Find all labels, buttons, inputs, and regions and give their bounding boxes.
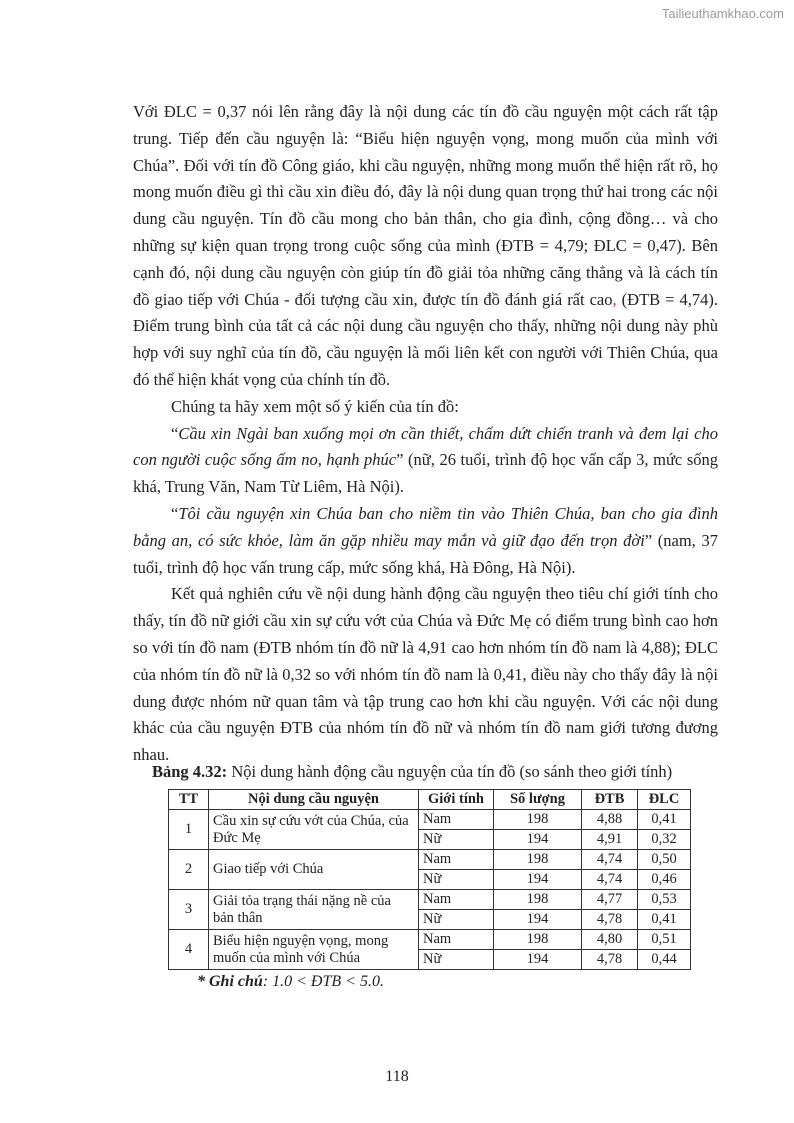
row-gender: Nam [419, 810, 494, 830]
row-dlc: 0,41 [638, 810, 691, 830]
header-content: Nội dung cầu nguyện [209, 790, 419, 810]
data-table [168, 789, 691, 970]
quote-2: “Tôi cầu nguyện xin Chúa ban cho niềm tin vào Thiên Chúa, ban cho gia đình bằng an, có sức khỏe, làm ăn gặp nhiều may mắn và giữ đạo đến trọn đời” (nam, 37 tuổi, trình độ học vấn trung cấp, mức sống khá, Hà Đông, Hà Nội). [133, 503, 718, 577]
row-gender: Nữ [419, 870, 494, 890]
table-row [169, 850, 691, 870]
row-count: 198 [494, 850, 582, 870]
row-dlc: 0,53 [638, 890, 691, 910]
row-content: Cầu xin sự cứu vớt của Chúa, của Đức Mẹ [209, 810, 419, 850]
row-gender: Nam [419, 850, 494, 870]
row-tt: 4 [169, 930, 209, 970]
row-dlc: 0,50 [638, 850, 691, 870]
row-dtb: 4,78 [582, 910, 638, 930]
row-count: 198 [494, 810, 582, 830]
row-dlc: 0,41 [638, 910, 691, 930]
row-dtb: 4,77 [582, 890, 638, 910]
watermark: Tailieuthamkhao.com [661, 6, 784, 21]
quote-1: “Cầu xin Ngài ban xuống mọi ơn cần thiết, chấm dứt chiến tranh và đem lại cho con người cuộc sống ấm no, hạnh phúc” (nữ, 26 tuổi, trình độ học vấn cấp 3, mức sống khá, Trung Văn, Nam Từ Liêm, Hà Nội). [133, 423, 718, 497]
table-note: * Ghi chú: 1.0 < ĐTB < 5.0. [197, 973, 384, 990]
page-number: 118 [385, 1068, 409, 1085]
row-content: Biểu hiện nguyện vọng, mong muốn của mình với Chúa [209, 930, 419, 970]
paragraph-2: Chúng ta hãy xem một số ý kiến của tín đồ: [171, 396, 459, 416]
row-count: 194 [494, 950, 582, 970]
table-caption: Bảng 4.32: Nội dung hành động cầu nguyện của tín đồ (so sánh theo giới tính) [152, 762, 673, 781]
row-dlc: 0,44 [638, 950, 691, 970]
row-tt: 1 [169, 810, 209, 850]
red-comma: , [612, 289, 617, 309]
table-header-row [169, 790, 691, 810]
table-row [169, 810, 691, 830]
header-tt: TT [169, 790, 209, 810]
row-dtb: 4,78 [582, 950, 638, 970]
row-count: 194 [494, 870, 582, 890]
row-gender: Nam [419, 930, 494, 950]
row-gender: Nữ [419, 910, 494, 930]
row-content: Giao tiếp với Chúa [209, 850, 419, 890]
row-tt: 2 [169, 850, 209, 890]
row-content: Giải tỏa trạng thái nặng nề của bản thân [209, 890, 419, 930]
row-dlc: 0,46 [638, 870, 691, 890]
row-dtb: 4,74 [582, 850, 638, 870]
row-dlc: 0,32 [638, 830, 691, 850]
header-gender: Giới tính [419, 790, 494, 810]
row-dtb: 4,91 [582, 830, 638, 850]
table-row [169, 930, 691, 950]
row-tt: 3 [169, 890, 209, 930]
row-gender: Nữ [419, 830, 494, 850]
row-dtb: 4,88 [582, 810, 638, 830]
row-dlc: 0,51 [638, 930, 691, 950]
header-dtb: ĐTB [582, 790, 638, 810]
header-count: Số lượng [494, 790, 582, 810]
row-gender: Nam [419, 890, 494, 910]
row-count: 194 [494, 830, 582, 850]
row-count: 198 [494, 930, 582, 950]
row-count: 194 [494, 910, 582, 930]
header-dlc: ĐLC [638, 790, 691, 810]
paragraph-1: Với ĐLC = 0,37 nói lên rằng đây là nội dung các tín đồ cầu nguyện một cách rất tập trung. Tiếp đến cầu nguyện là: “Biểu hiện nguyện vọng, mong muốn của mình với Chúa”. Đối với tín đồ Công giáo, khi cầu nguyện, những mong muốn thể hiện rất rõ, họ mong muốn điều gì thì cầu xin điều đó, đây là nội dung quan trọng thứ hai trong các nội dung cầu nguyện. Tín đồ cầu mong cho bản thân, cho gia đình, cộng đồng… và cho những sự kiện quan trọng trong cuộc sống của mình (ĐTB = 4,79; ĐLC = 0,47). Bên cạnh đó, nội dung cầu nguyện còn giúp tín đồ giải tỏa những căng thẳng và là cách tín đồ giao tiếp với Chúa - đối tượng cầu xin, được tín đồ đánh giá rất cao, (ĐTB = 4,74). Điểm trung bình của tất cả các nội dung cầu nguyện cho thấy, những nội dung này phù hợp với suy nghĩ của tín đồ, cầu nguyện là mối liên kết con người với Thiên Chúa, qua đó thể hiện khát vọng của chính tín đồ. [133, 102, 718, 389]
row-count: 198 [494, 890, 582, 910]
paragraph-3: Kết quả nghiên cứu về nội dung hành động cầu nguyện theo tiêu chí giới tính cho thấy, tín đồ nữ giới cầu xin sự cứu vớt của Chúa và Đức Mẹ có điểm trung bình cao hơn so với tín đồ nam (ĐTB nhóm tín đồ nữ là 4,91 cao hơn nhóm tín đồ nam là 4,88); ĐLC của nhóm tín đồ nữ là 0,32 so với nhóm tín đồ nam là 0,41, điều này cho thấy đây là nội dung được nhóm nữ quan tâm và tập trung cao hơn khi cầu nguyện. Với các nội dung khác của cầu nguyện ĐTB của nhóm tín đồ nữ và nhóm tín đồ nam giới tương đương nhau. [133, 584, 718, 765]
row-gender: Nữ [419, 950, 494, 970]
row-dtb: 4,80 [582, 930, 638, 950]
row-dtb: 4,74 [582, 870, 638, 890]
body-text [133, 99, 718, 769]
table-row [169, 890, 691, 910]
